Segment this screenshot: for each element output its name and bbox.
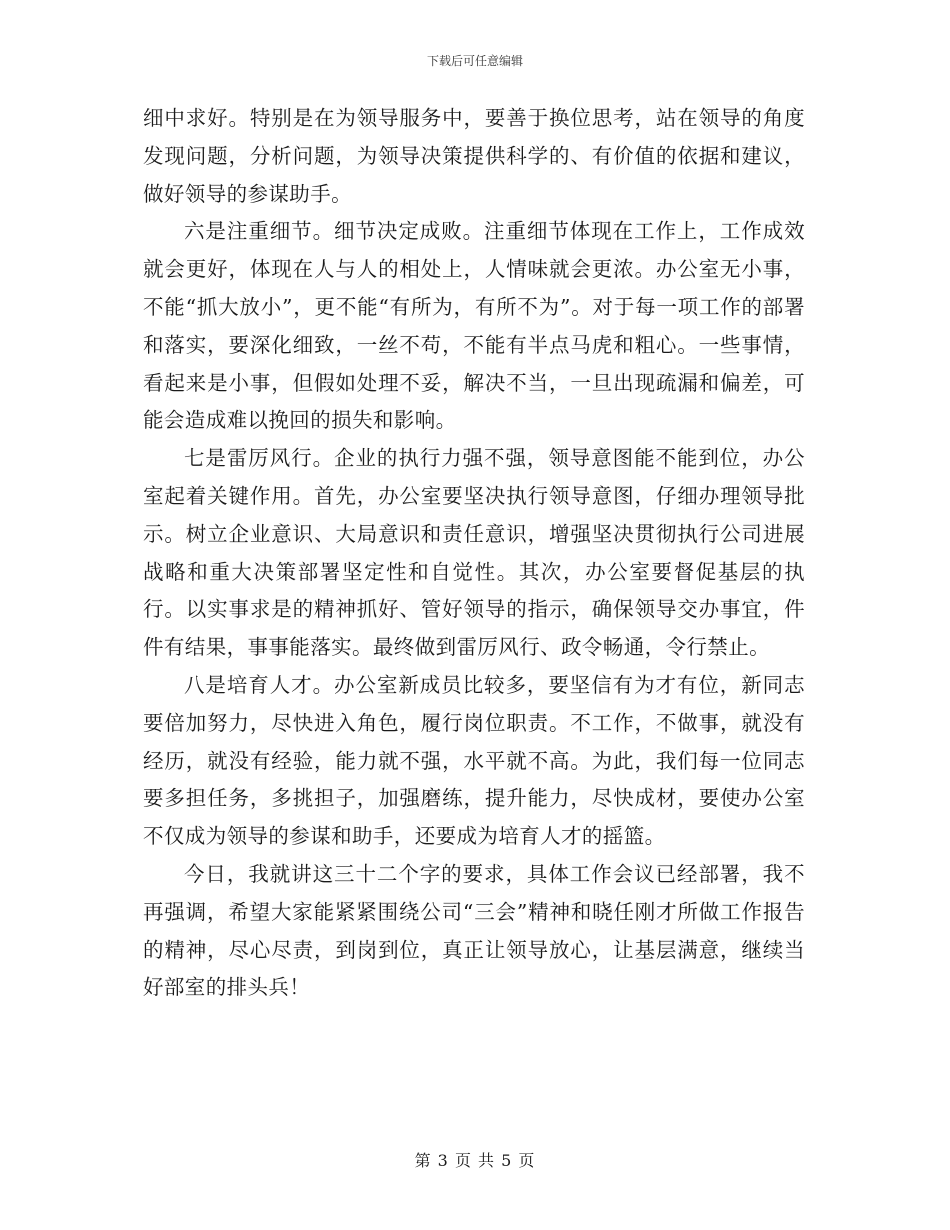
paragraph-closing: 今日，我就讲这三十二个字的要求，具体工作会议已经部署，我不再强调，希望大家能紧紧围绕公司“三会”精神和晓任刚才所做工作报告的精神，尽心尽责，到岗到位，真正让领导放心，让基层满意，继续当好部室的排头兵！ [143, 861, 805, 1000]
paragraph-swift-execution: 七是雷厉风行。企业的执行力强不强，领导意图能不能到位，办公室起着关键作用。首先，办公室要坚决执行领导意图，仔细办理领导批示。树立企业意识、大局意识和责任意识，增强坚决贯彻执行公司进展战略和重大决策部署坚定性和自觉性。其次，办公室要督促基层的执行。以实事求是的精神抓好、管好领导的指示，确保领导交办事宜，件件有结果，事事能落实。最终做到雷厉风行、政令畅通，令行禁止。 [143, 446, 805, 660]
page-number: 第 3 页 共 5 页 [414, 1151, 536, 1170]
paragraph-talent-cultivation: 八是培育人才。办公室新成员比较多，要坚信有为才有位，新同志要倍加努力，尽快进入角色，履行岗位职责。不工作，不做事，就没有经历，就没有经验，能力就不强，水平就不高。为此，我们每一位同志要多担任务，多挑担子，加强磨练，提升能力，尽快成材，要使办公室不仅成为领导的参谋和助手，还要成为培育人才的摇篮。 [143, 672, 805, 849]
paragraph-attention-to-detail: 六是注重细节。细节决定成败。注重细节体现在工作上，工作成效就会更好，体现在人与人的相处上，人情味就会更浓。办公室无小事，不能“抓大放小”，更不能“有所为，有所不为”。对于每一项工作的部署和落实，要深化细致，一丝不苟，不能有半点马虎和粗心。一些事情，看起来是小事，但假如处理不妥，解决不当，一旦出现疏漏和偏差，可能会造成难以挽回的损失和影响。 [143, 219, 805, 433]
paragraph-continuation: 细中求好。特别是在为领导服务中，要善于换位思考，站在领导的角度发现问题，分析问题，为领导决策提供科学的、有价值的依据和建议，做好领导的参谋助手。 [143, 106, 805, 206]
page-header: 下载后可任意编辑 [426, 54, 523, 68]
document-body [143, 100, 805, 1007]
